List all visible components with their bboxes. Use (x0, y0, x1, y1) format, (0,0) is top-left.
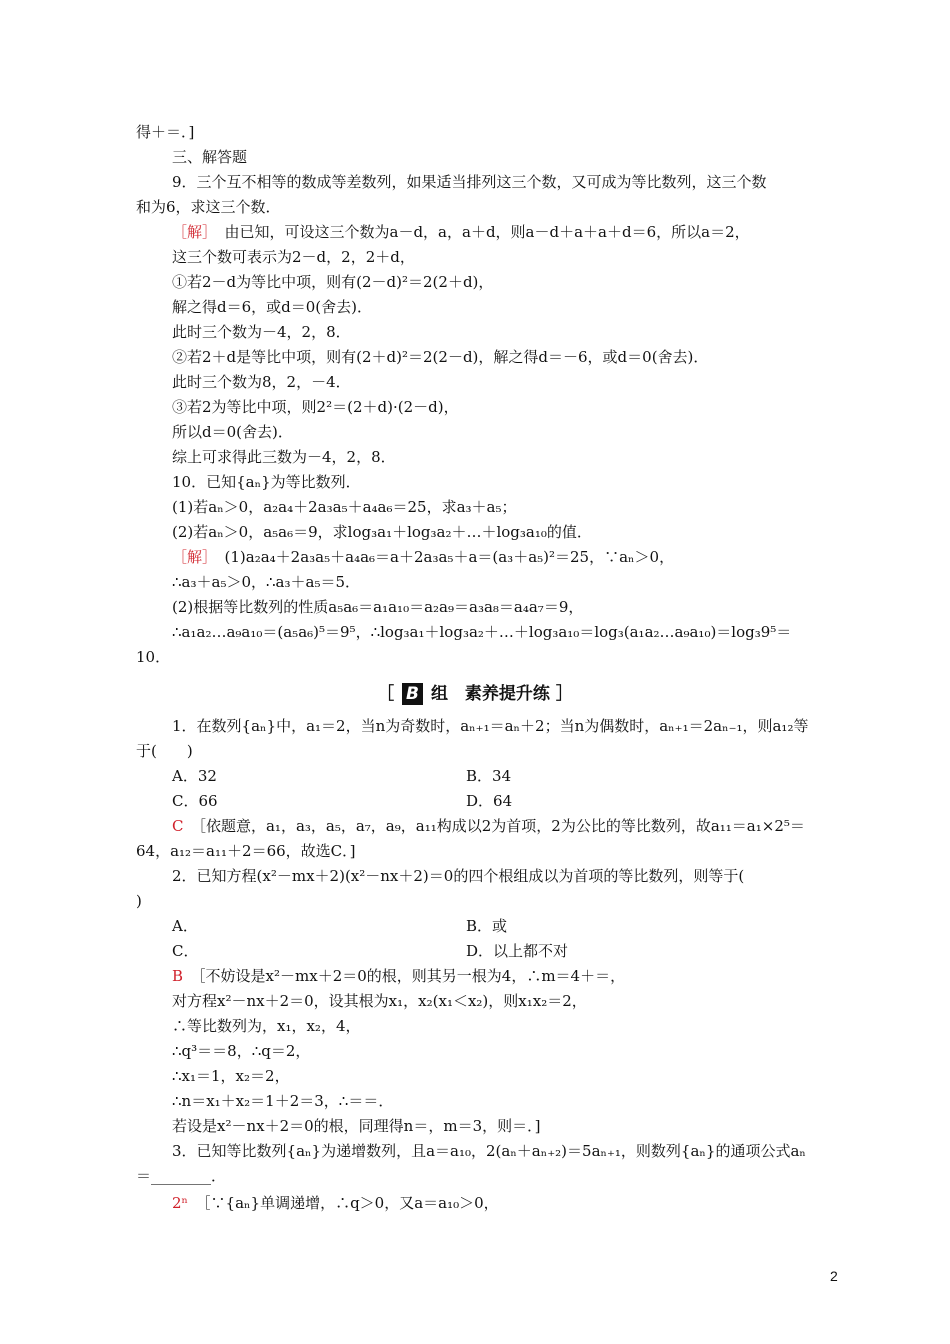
line-text: ∴q³＝＝8，∴q＝2， (172, 1042, 311, 1060)
line-text: ①若2－d为等比中项，则有(2－d)²＝2(2＋d)， (172, 273, 494, 291)
line-text: (1)若aₙ＞0，a₂a₄＋2a₃a₅＋a₄a₆＝25，求a₃＋a₅； (172, 498, 517, 516)
line-text: 若设是x²－nx＋2＝0的根，同理得n＝，m＝3，则＝．] (172, 1117, 541, 1135)
text-line (172, 522, 592, 542)
q2-option-d: D．以上都不对 (466, 942, 569, 960)
line-text: ②若2＋d是等比中项，则有(2＋d)²＝2(2－d)，解之得d＝－6，或d＝0(舍去)． (172, 348, 709, 366)
line-text: 由已知，可设这三个数为a－d，a，a＋d，则a－d＋a＋a＋d＝6，所以a＝2， (224, 223, 750, 241)
line-text: (1)a₂a₄＋2a₃a₅＋a₄a₆＝a＋2a₃a₅＋a＝(a₃＋a₅)²＝25，∵aₙ＞0， (224, 548, 675, 566)
line-text: ) (136, 892, 142, 910)
line-text: 10． (136, 648, 171, 666)
text-line (172, 547, 674, 567)
line-text: 3．已知等比数列{aₙ}为递增数列，且a＝a₁₀，2(aₙ＋aₙ₊₂)＝5aₙ₊₁，则数列{aₙ}的通项公式aₙ (172, 1142, 806, 1160)
q1-option-a: A．32 (172, 767, 217, 785)
text-line (172, 991, 587, 1011)
line-text: ∴等比数列为，x₁，x₂，4， (172, 1017, 361, 1035)
line-text: 综上可求得此三数为－4，2，8． (172, 448, 396, 466)
text-line (136, 197, 281, 217)
line-text: 和为6，求这三个数． (136, 198, 281, 216)
answer-tag: ［解］ (172, 548, 225, 566)
text-line (172, 447, 396, 467)
line-text: (2)若aₙ＞0，a₅a₆＝9，求log₃a₁＋log₃a₂＋…＋log₃a₁₀的值． (172, 523, 592, 541)
text-line (172, 816, 805, 836)
text-line (136, 122, 194, 142)
line-text: 对方程x²－nx＋2＝0，设其根为x₁，x₂(x₁＜x₂)，则x₁x₂＝2， (172, 992, 587, 1010)
line-text: 9．三个互不相等的数成等差数列，如果适当排列这三个数，又可成为等比数列，这三个数 (172, 173, 767, 191)
text-line (172, 397, 459, 417)
text-line (172, 1193, 499, 1213)
header-bracket-left: ［ (377, 684, 395, 704)
section-header-b (0, 682, 950, 706)
text-line (172, 297, 372, 317)
answer-tag: 2ⁿ (172, 1194, 204, 1212)
text-line (136, 1166, 226, 1186)
text-line (172, 1041, 310, 1061)
text-line (172, 247, 415, 267)
text-line (172, 572, 360, 592)
line-text: ∴a₁a₂…a₉a₁₀＝(a₅a₆)⁵＝9⁵，∴log₃a₁＋log₃a₂＋…＋log₃a₁₀＝log₃(a₁a₂…a₉a₁₀)＝log₃9⁵＝ (172, 623, 792, 641)
text-line (172, 866, 744, 886)
line-text: 10．已知{aₙ}为等比数列． (172, 473, 361, 491)
line-text: ［依题意，a₁，a₃，a₅，a₇，a₉，a₁₁构成以2为首项，2为公比的等比数列，故a₁₁＝a₁×2⁵＝ (198, 817, 805, 835)
text-line (172, 222, 750, 242)
text-line (172, 966, 625, 986)
text-line (172, 1116, 540, 1136)
line-text: ③若2为等比中项，则2²＝(2＋d)·(2－d)， (172, 398, 459, 416)
text-line (172, 497, 517, 517)
text-line (172, 1066, 290, 1086)
line-text: 64，a₁₂＝a₁₁＋2＝66，故选C．] (136, 842, 356, 860)
line-text: 2．已知方程(x²－mx＋2)(x²－nx＋2)＝0的四个根组成以为首项的等比数列，则等于( (172, 867, 745, 885)
line-text: (2)根据等比数列的性质a₅a₆＝a₁a₁₀＝a₂a₉＝a₃a₈＝a₄a₇＝9， (172, 598, 584, 616)
q1-option-d: D．64 (466, 792, 513, 810)
text-line (172, 272, 493, 292)
text-line (136, 741, 193, 761)
text-line (172, 1016, 361, 1036)
line-text: 三、解答题 (172, 148, 248, 166)
line-text: 得＋＝．] (136, 123, 195, 141)
q2-option-b: B．或 (466, 917, 508, 935)
answer-tag: B (172, 967, 199, 985)
page-number: 2 (830, 1268, 838, 1284)
q1-option-b: B．34 (466, 767, 512, 785)
text-line (172, 1091, 393, 1111)
text-line (172, 622, 791, 642)
line-text: 这三个数可表示为2－d，2，2＋d， (172, 248, 415, 266)
line-text: ［不妨设是x²－mx＋2＝0的根，则其另一根为4，∴m＝4＋＝， (198, 967, 626, 985)
text-line (136, 841, 356, 861)
q1-option-c: C．66 (172, 792, 218, 810)
text-line (172, 347, 708, 367)
line-text: 1．在数列{aₙ}中，a₁＝2，当n为奇数时，aₙ₊₁＝aₙ＋2；当n为偶数时，aₙ₊₁＝2aₙ₋₁，则a₁₂等 (172, 717, 809, 735)
line-text: 此时三个数为8，2，－4． (172, 373, 351, 391)
header-title: 组 素养提升练 (430, 684, 550, 704)
line-text: ＝________． (136, 1167, 227, 1185)
text-line (172, 597, 583, 617)
text-line (172, 322, 351, 342)
header-bracket-right: ］ (555, 684, 573, 704)
group-b-badge: B (402, 683, 423, 705)
line-text: ∴a₃＋a₅＞0，∴a₃＋a₅＝5． (172, 573, 360, 591)
text-line (172, 716, 808, 736)
text-line (136, 647, 170, 667)
text-line (172, 172, 767, 192)
line-text: ［∵{aₙ}单调递增，∴q＞0，又a＝a₁₀＞0， (203, 1194, 499, 1212)
q2-option-c: C． (172, 942, 199, 960)
text-line (136, 891, 142, 911)
text-line (172, 472, 361, 492)
line-text: ∴x₁＝1，x₂＝2， (172, 1067, 290, 1085)
text-line (172, 1141, 806, 1161)
q2-option-a: A． (172, 917, 198, 935)
line-text: 此时三个数为－4，2，8． (172, 323, 351, 341)
text-line (172, 422, 293, 442)
line-text: 于( ) (136, 742, 193, 760)
line-text: 解之得d＝6，或d＝0(舍去)． (172, 298, 372, 316)
answer-tag: C (172, 817, 199, 835)
text-line (172, 372, 351, 392)
answer-tag: ［解］ (172, 223, 225, 241)
line-text: 所以d＝0(舍去)． (172, 423, 293, 441)
text-line (172, 147, 247, 167)
line-text: ∴n＝x₁＋x₂＝1＋2＝3，∴＝＝． (172, 1092, 394, 1110)
